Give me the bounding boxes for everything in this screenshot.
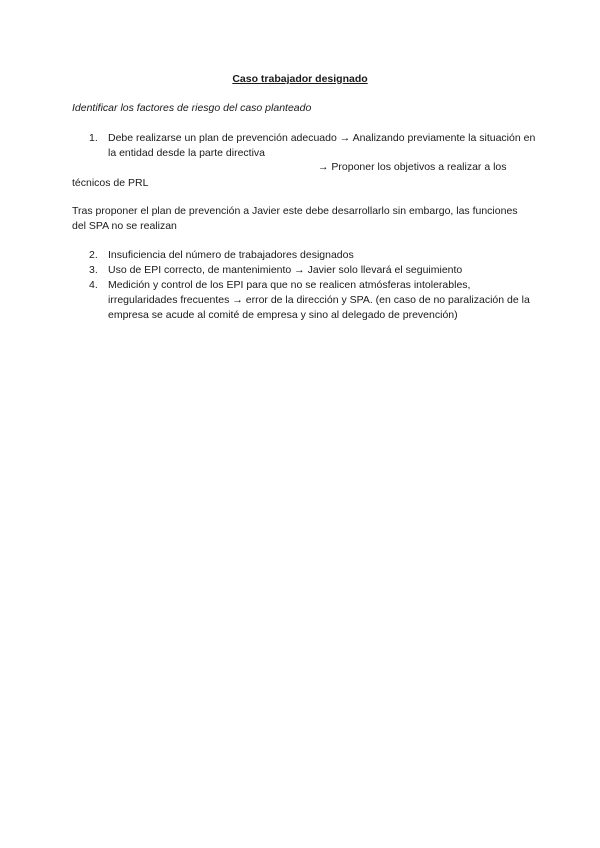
list-item-text: Uso de EPI correcto, de mantenimiento → Javier solo llevará el seguimiento [108, 264, 463, 276]
list-item [89, 248, 538, 263]
list-item [89, 278, 533, 323]
list-item [89, 263, 538, 278]
document-title: Caso trabajador designado [232, 73, 368, 85]
list-item [89, 131, 538, 161]
list-item-text: Medición y control de los EPI para que no se realicen atmósferas intolerables, irregularidades frecuentes → error de la dirección y SPA. (en caso de no paralización de la empresa se acude al comité de empresa y sino al delegado de prevención) [108, 279, 530, 321]
list-item-indented-line: → Proponer los objetivos a realizar a los [318, 161, 507, 173]
list-item-text: Insuficiencia del número de trabajadores designados [108, 249, 354, 261]
list-item-number: 1. [89, 132, 98, 144]
list-item-text: Debe realizarse un plan de prevención adecuado → Analizando previamente la situación en la entidad desde la parte directiva [108, 132, 536, 159]
body-paragraph: Tras proponer el plan de prevención a Javier este debe desarrollarlo sin embargo, las funciones del SPA no se realizan [72, 205, 518, 232]
list-item-continuation: técnicos de PRL [72, 177, 149, 189]
list-item-number: 2. [89, 249, 98, 261]
list-item-number: 4. [89, 279, 98, 291]
list-item-number: 3. [89, 264, 98, 276]
document-subtitle: Identificar los factores de riesgo del caso planteado [72, 102, 312, 114]
